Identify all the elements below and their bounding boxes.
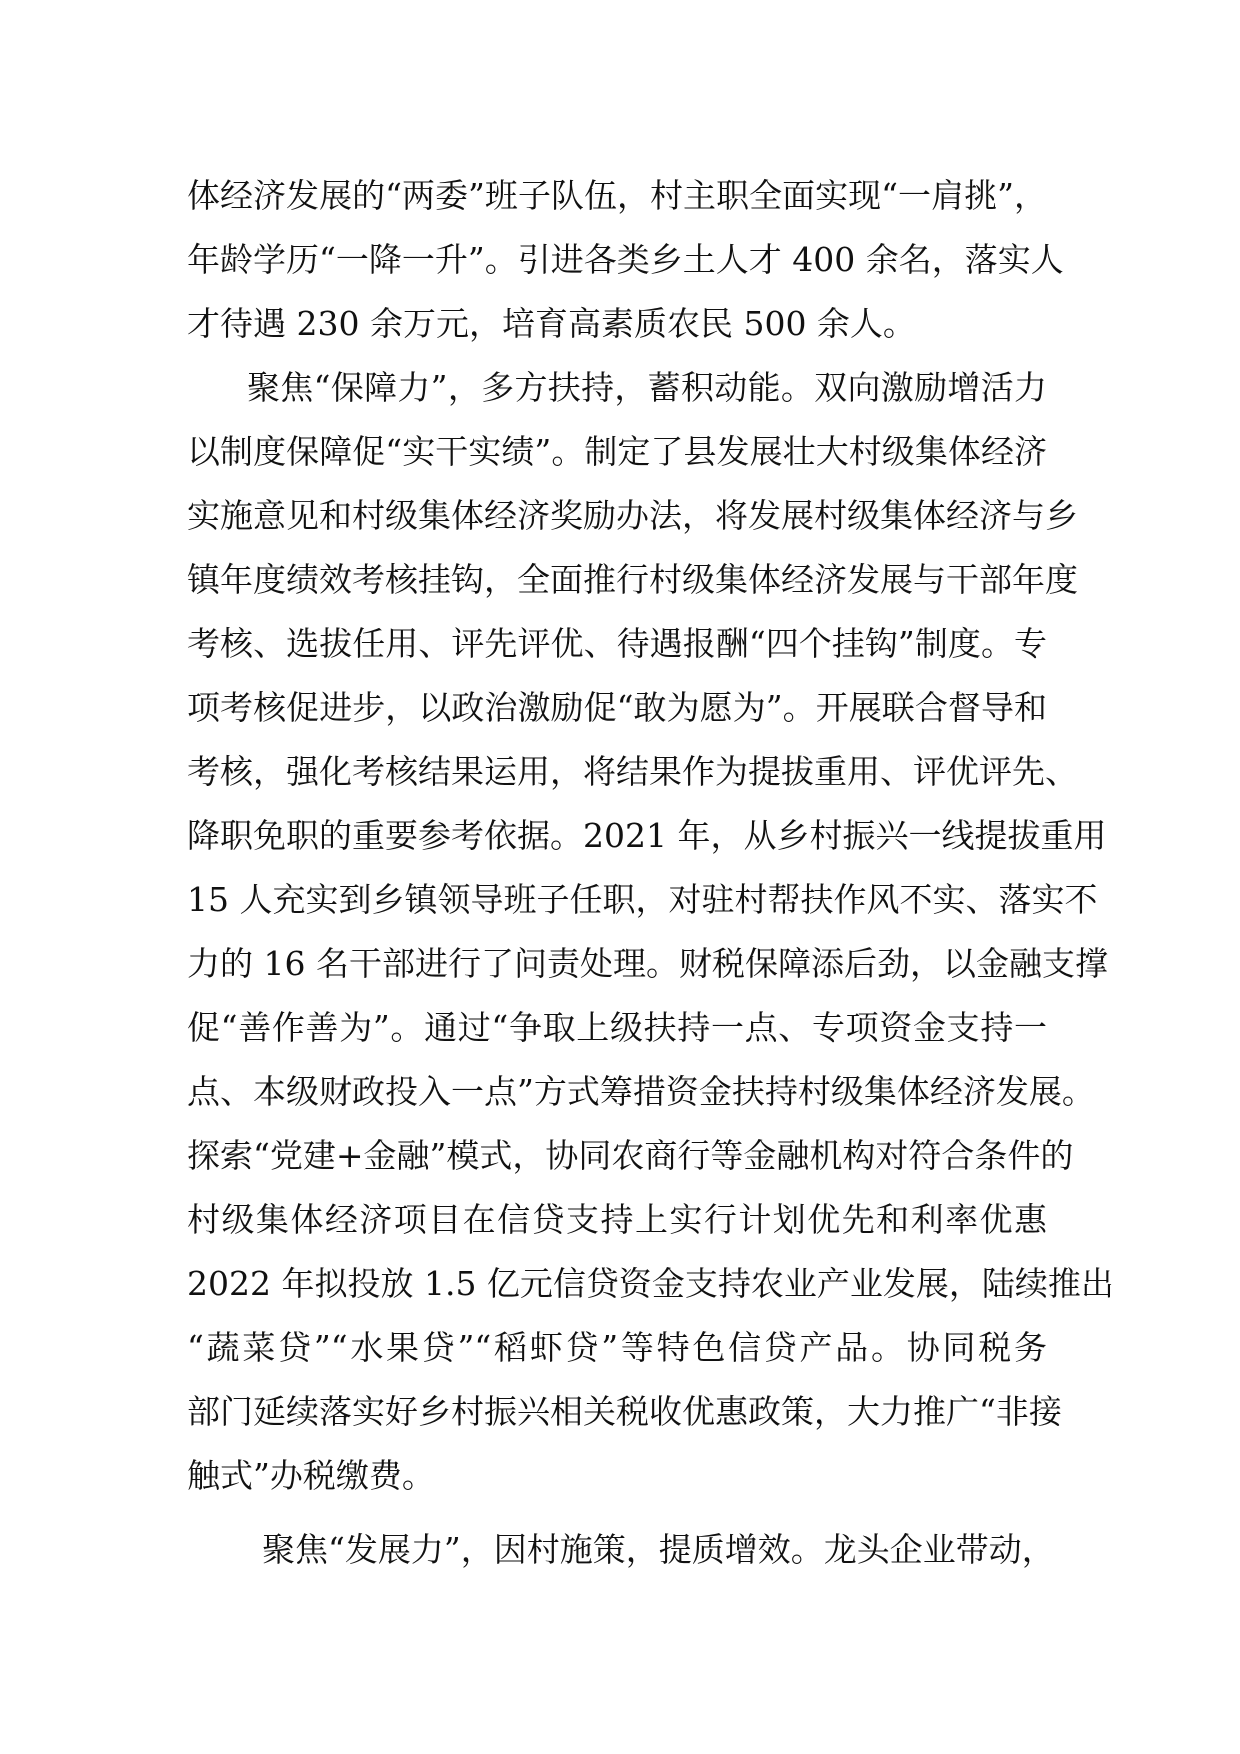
text-line: 年龄学历“一降一升”。引进各类乡土人才 400 余名，落实人 — [187, 240, 1064, 279]
text-line: 考核、选拔任用、评先评优、待遇报酬“四个挂钩”制度。专 — [187, 624, 1047, 663]
paragraph-first-line: 聚焦“发展力”，因村施策，提质增效。龙头企业带动， — [262, 1530, 1055, 1569]
text-line: 探索“党建+金融”模式，协同农商行等金融机构对符合条件的 — [187, 1136, 1074, 1175]
text-line: 促“善作善为”。通过“争取上级扶持一点、专项资金支持一 — [187, 1008, 1047, 1047]
text-line: 才待遇 230 余万元，培育高素质农民 500 余人。 — [187, 304, 916, 343]
text-line: 考核，强化考核结果运用，将结果作为提拔重用、评优评先、 — [187, 752, 1078, 791]
text-line: 项考核促进步，以政治激励促“敢为愿为”。开展联合督导和 — [187, 688, 1047, 727]
paragraph-first-line: 聚焦“保障力”，多方扶持，蓄积动能。双向激励增活力 — [247, 368, 1047, 407]
text-line: 15 人充实到乡镇领导班子任职，对驻村帮扶作风不实、落实不 — [187, 880, 1098, 919]
text-line: 降职免职的重要参考依据。2021 年，从乡村振兴一线提拔重用 — [187, 816, 1107, 855]
text-line: 2022 年拟投放 1.5 亿元信贷资金支持农业产业发展，陆续推出 — [187, 1264, 1114, 1303]
text-line: “蔬菜贷”“水果贷”“稻虾贷”等特色信贷产品。协同税务 — [187, 1328, 1047, 1367]
text-line: 体经济发展的“两委”班子队伍，村主职全面实现“一肩挑”， — [187, 176, 1047, 215]
text-line: 以制度保障促“实干实绩”。制定了县发展壮大村级集体经济 — [187, 432, 1047, 471]
text-line: 点、本级财政投入一点”方式筹措资金扶持村级集体经济发展。 — [187, 1072, 1095, 1111]
text-line: 实施意见和村级集体经济奖励办法，将发展村级集体经济与乡 — [187, 496, 1078, 535]
text-line: 镇年度绩效考核挂钩，全面推行村级集体经济发展与干部年度 — [187, 560, 1078, 599]
text-line: 部门延续落实好乡村振兴相关税收优惠政策，大力推广“非接 — [187, 1392, 1062, 1431]
text-line: 村级集体经济项目在信贷支持上实行计划优先和利率优惠 — [187, 1200, 1047, 1239]
text-line: 力的 16 名干部进行了问责处理。财税保障添后劲，以金融支撑 — [187, 944, 1108, 983]
text-line: 触式”办税缴费。 — [187, 1456, 435, 1495]
